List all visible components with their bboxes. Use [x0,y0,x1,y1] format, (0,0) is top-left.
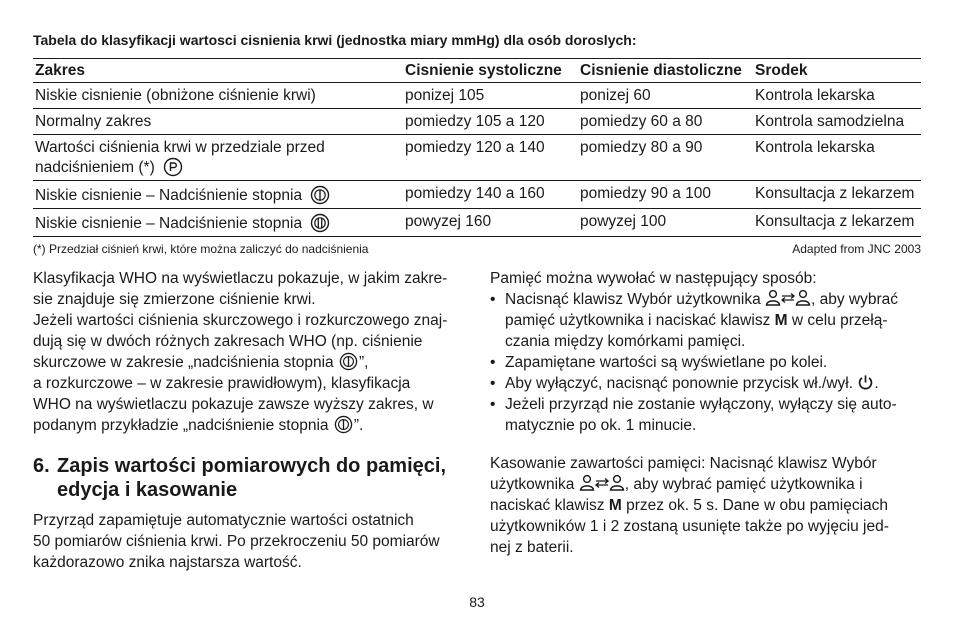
text-segment: naciskać klawisz [490,497,605,514]
list-item [490,289,923,352]
user-select-icon [765,289,811,307]
text-line: a rozkurczowe – w zakresie prawidłowym), klasyfikacja [33,375,411,392]
text-segment: przez ok. 5 s. Dane w obu pamięciach [626,497,889,514]
text-segment: podanym przykładzie „nadciśnienie stopnia [33,417,329,434]
text-line: Pamięć można wywołać w następujący sposób: [490,270,817,287]
who-stage1-icon [334,415,353,434]
header-range: Zakres [33,59,403,83]
right-column [490,268,923,558]
text-line: Jeżeli wartości ciśnienia skurczowego i rozkurczowego znaj- [33,312,448,329]
cell-range: Niskie cisnienie (obniżone ciśnienie krwi) [33,83,403,109]
table-source: Adapted from JNC 2003 [792,242,921,256]
text-line: dują się w dwóch różnych zakresach WHO (np. ciśnienie [33,333,423,350]
text-segment: użytkownika [490,476,575,493]
text-line: sie znajduje się zmierzone ciśnienie krwi. [33,291,316,308]
text-segment: , aby wybrać pamięć użytkownika i [624,476,863,493]
cell-diastolic: pomiedzy 80 a 90 [578,135,753,181]
text-segment: pamięć użytkownika i naciskać klawisz [505,312,771,329]
text-segment: Aby wyłączyć, nacisnąć ponownie przycisk wł./wył. [505,375,854,392]
cell-diastolic: pomiedzy 60 a 80 [578,109,753,135]
text-line: Klasyfikacja WHO na wyświetlaczu pokazuje, w jakim zakre- [33,270,448,287]
text-line: Przyrząd zapamiętuje automatycznie wartości ostatnich [33,512,414,529]
header-action: Srodek [753,59,921,83]
text-segment: Jeżeli przyrząd nie zostanie wyłączony, wyłączy się auto- [505,396,897,413]
cell-systolic: pomiedzy 105 a 120 [403,109,578,135]
text-line [33,415,468,436]
cell-diastolic: powyzej 100 [578,209,753,237]
cell-action: Konsultacja z lekarzem [753,209,921,237]
cell-action: Kontrola lekarska [753,83,921,109]
list-item [490,352,923,373]
table-row [33,109,921,135]
text-segment: Nacisnąć klawisz Wybór użytkownika [505,291,761,308]
text-segment: ”. [353,417,364,434]
m-key-label: M [774,312,788,329]
cell-range [33,135,403,181]
cell-action: Kontrola samodzielna [753,109,921,135]
text-line: nej z baterii. [490,539,574,556]
table-row [33,181,921,209]
cell-action: Kontrola lekarska [753,135,921,181]
text-segment: , aby wybrać [811,291,899,308]
power-icon [857,374,874,391]
cell-systolic: pomiedzy 120 a 140 [403,135,578,181]
cell-systolic: pomiedzy 140 a 160 [403,181,578,209]
table-footnote: (*) Przedział ciśnień krwi, które można zaliczyć do nadciśnienia [33,242,369,256]
cell-range [33,209,403,237]
who-stage1-icon [339,352,358,371]
text-line: WHO na wyświetlaczu pokazuje zawsze wyższy zakres, w [33,396,434,413]
table-header-row [33,59,921,83]
cell-action: Konsultacja z lekarzem [753,181,921,209]
who-prehypertension-icon [163,157,183,177]
text-line: Kasowanie zawartości pamięci: Nacisnąć klawisz Wybór [490,455,877,472]
left-column [33,268,468,573]
cell-diastolic: pomiedzy 90 a 100 [578,181,753,209]
cell-range-text: Niskie cisnienie – Nadciśnienie stopnia [35,215,303,232]
section-heading [33,454,468,502]
list-item [490,394,923,436]
text-line [490,495,923,516]
table-row [33,83,921,109]
m-key-label: M [608,497,622,514]
text-segment: matycznie po ok. 1 minucie. [505,417,697,434]
text-line: 50 pomiarów ciśnienia krwi. Po przekroczeniu 50 pomiarów [33,533,440,550]
cell-range: Normalny zakres [33,109,403,135]
text-line: każdorazowo znika najstarsza wartość. [33,554,302,571]
text-line [33,352,468,373]
user-select-icon [579,474,625,492]
cell-range-text: Wartości ciśnienia krwi w przedziale przed nadciśnieniem (*) [35,139,325,176]
table-row [33,135,921,181]
page-number: 83 [469,594,485,610]
cell-diastolic: ponizej 60 [578,83,753,109]
cell-range [33,181,403,209]
text-line: użytkowników 1 i 2 zostaną usunięte także po wyjęciu jed- [490,518,889,535]
bp-classification-table [33,58,921,237]
instruction-list [490,289,923,436]
header-systolic: Cisnienie systoliczne [403,59,578,83]
section-title-line2: edycja i kasowanie [57,479,238,501]
text-segment: . [874,375,879,392]
table-caption: Tabela do klasyfikacji wartosci cisnienia krwi (jednostka miary mmHg) dla osób doroslych: [33,32,637,48]
text-line [490,474,923,495]
who-stage1-icon [310,185,330,205]
cell-range-text: Niskie cisnienie – Nadciśnienie stopnia [35,187,303,204]
text-segment: w celu przełą- [791,312,888,329]
cell-systolic: powyzej 160 [403,209,578,237]
header-diastolic: Cisnienie diastoliczne [578,59,753,83]
cell-systolic: ponizej 105 [403,83,578,109]
table-row [33,209,921,237]
text-segment: ”, [358,354,369,371]
text-segment: skurczowe w zakresie „nadciśnienia stopnia [33,354,334,371]
section-number: 6. [33,455,50,477]
text-segment: Zapamiętane wartości są wyświetlane po kolei. [505,354,828,371]
section-title-line1: Zapis wartości pomiarowych do pamięci, [57,455,446,477]
list-item [490,373,923,394]
text-segment: czania między komórkami pamięci. [505,333,746,350]
who-stage2-icon [310,213,330,233]
